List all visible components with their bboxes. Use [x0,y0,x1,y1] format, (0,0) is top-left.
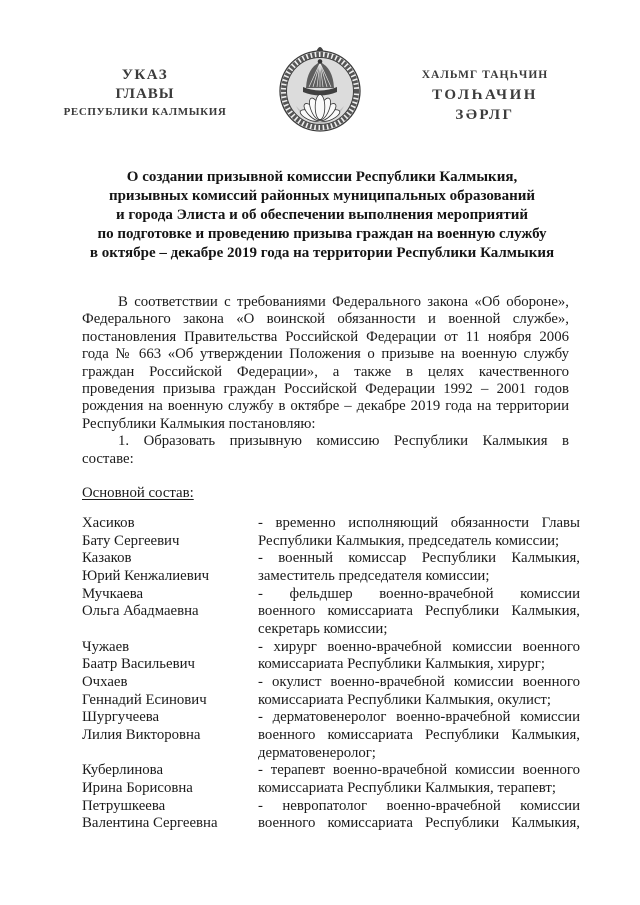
member-given-name: Ирина Борисовна [82,779,193,796]
member-role-line: - фельдшер военно-врачебной комиссии [258,585,580,602]
member-role [258,515,580,550]
member-role-line: военного комиссариата Республики Калмыкия, [258,815,580,832]
preamble-line: В соответствии с требованиями Федерального закона «Об обороне», [118,294,569,310]
member-name [82,586,258,639]
member-name [82,798,258,833]
coat-of-arms-icon [276,40,364,136]
member-role-line: - военный комиссар Республики Калмыкия, [258,550,580,567]
member-role-line: - временно исполняющий обязанности Главы [258,515,580,531]
decree-title-line: по подготовке и проведению призыва граждан на военную службу [97,225,547,242]
member-role [258,709,580,762]
member-name [82,674,258,709]
preamble-paragraph [82,294,569,468]
decree-title-line: призывных комиссий районных муниципальных образований [108,187,536,204]
header-title-glavy: ГЛАВЫ [115,86,175,102]
decree-header-kalmyk [385,65,585,125]
member-role-line: заместитель председателя комиссии; [258,567,490,584]
member-name [82,639,258,674]
member-given-name: Валентина Сергеевна [82,815,218,832]
decree-title-line: в октябре – декабре 2019 года на территории Республики Калмыкия [89,244,555,261]
header-subtitle-republic: РЕСПУБЛИКИ КАЛМЫКИЯ [63,106,227,118]
member-row [82,798,580,833]
member-row [82,709,580,762]
member-role-line: - невропатолог военно-врачебной комиссии [258,797,580,814]
member-role-line: - терапевт военно-врачебной комиссии военного [258,762,580,779]
member-role-line: военного комиссариата Республики Калмыкия, [258,603,580,620]
member-given-name: Геннадий Есинович [82,691,207,708]
commission-members-list [82,515,580,833]
preamble-line: года № 663 «Об утверждении Положения о призыве на военную службу [82,346,569,363]
member-role-line: дерматовенеролог; [258,744,376,761]
preamble-line: рождения на военную службу в октябре – декабре 2019 года на территории [82,398,569,415]
header-title-ukaz: УКАЗ [121,67,169,83]
decree-header-russian [45,65,245,121]
member-row [82,639,580,674]
member-surname: Чужаев [82,638,130,655]
decree-title [52,168,592,263]
member-role [258,674,580,709]
header-kalmyk-line-1: ХАЛЬМГ ТАҢҺЧИН [421,69,549,81]
member-role-line: военного комиссариата Республики Калмыкия, [258,726,580,743]
member-role-line: комиссариата Республики Калмыкия, терапевт; [258,779,556,796]
member-surname: Казаков [82,550,132,567]
member-surname: Хасиков [82,515,135,531]
member-given-name: Баатр Васильевич [82,656,195,673]
member-row [82,550,580,585]
member-role-line: комиссариата Республики Калмыкия, хирург; [258,656,545,673]
member-role-line: - окулист военно-врачебной комиссии военного [258,673,580,690]
member-role [258,639,580,674]
member-name [82,550,258,585]
member-role-line: комиссариата Республики Калмыкия, окулист; [258,691,552,708]
member-role-line: - хирург военно-врачебной комиссии военного [258,638,580,655]
header-kalmyk-line-2: ТОЛҺАЧИН [432,87,538,103]
member-surname: Куберлинова [82,762,164,779]
main-composition-heading: Основной состав: [82,485,194,501]
member-role-line: - дерматовенеролог военно-врачебной комиссии [258,709,580,726]
decree-title-line: О создании призывной комиссии Республики Калмыкия, [126,169,518,185]
decree-title-line: и города Элиста и об обеспечении выполнения мероприятий [116,206,528,223]
preamble-line: проведения призыва граждан Российской Федерации 1992 – 2001 годов [82,381,569,398]
member-name [82,762,258,797]
preamble-line: граждан Российской Федерации», а также в целях качественного [82,363,569,380]
member-role [258,762,580,797]
member-role [258,586,580,639]
member-role [258,550,580,585]
member-surname: Очхаев [82,673,128,690]
member-row [82,762,580,797]
member-surname: Мучкаева [82,585,144,602]
member-role [258,798,580,833]
member-row [82,515,580,550]
member-role-line: секретарь комиссии; [258,620,388,637]
clause-1-line: составе: [82,450,134,467]
member-row [82,674,580,709]
member-name [82,709,258,762]
preamble-line: Федерального закона «О воинской обязанности и военной службе», [82,311,569,328]
member-row [82,586,580,639]
member-given-name: Ольга Абадмаевна [82,603,199,620]
clause-1-line: 1. Образовать призывную комиссию Республики Калмыкия в [118,433,569,450]
member-given-name: Лилия Викторовна [82,726,201,743]
member-surname: Петрушкеева [82,797,166,814]
member-surname: Шургучеева [82,709,160,726]
member-name [82,515,258,550]
member-given-name: Юрий Кенжалиевич [82,567,210,584]
preamble-line: постановления Правительства Российской Федерации от 11 ноября 2006 [82,328,569,345]
member-given-name: Бату Сергеевич [82,532,180,549]
member-role-line: Республики Калмыкия, председатель комиссии; [258,532,560,549]
header-kalmyk-line-3: ЗӘРЛГ [455,107,515,123]
preamble-line: Республики Калмыкия постановляю: [82,415,316,432]
